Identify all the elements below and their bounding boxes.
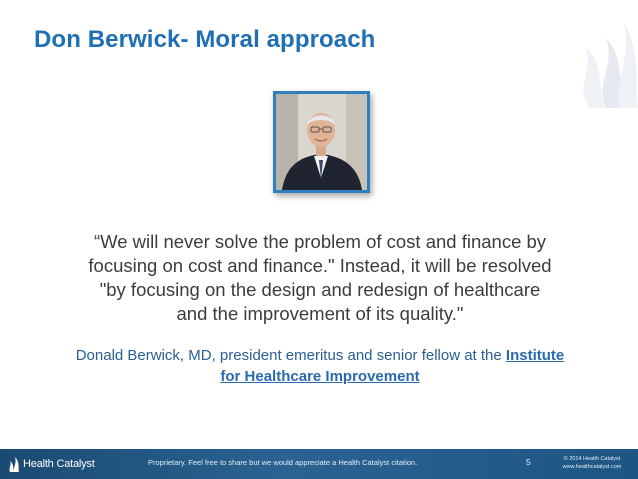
flame-logo-icon (8, 456, 20, 472)
website-text: www.healthcatalyst.com (562, 464, 622, 470)
quote-line-2: focusing on cost and finance." Instead, it will be resolved (88, 255, 552, 276)
quote-line-4: and the improvement of its quality." (176, 303, 464, 324)
footer-logo-text: Health Catalyst (23, 458, 95, 470)
quote-line-3: "by focusing on the design and redesign of healthcare (99, 279, 541, 300)
speaker-portrait (273, 91, 370, 193)
copyright-text: © 2014 Health Catalyst (563, 456, 621, 462)
attribution-line-1 (50, 345, 590, 366)
footer-bar (0, 449, 638, 479)
institute-link-part-2[interactable]: for Healthcare Improvement (220, 368, 420, 385)
page-number: 5 (526, 457, 531, 467)
attribution (50, 345, 590, 387)
attribution-line-2 (50, 366, 590, 387)
slide-title: Don Berwick- Moral approach (34, 26, 376, 53)
footer-notice: Proprietary. Feel free to share but we would appreciate a Health Catalyst citation. (148, 458, 418, 467)
footer-logo (8, 456, 95, 472)
institute-link-part-1[interactable]: Institute (505, 347, 565, 364)
portrait-photo (276, 94, 367, 190)
footer-copyright (552, 455, 632, 471)
quote-line-1: “We will never solve the problem of cost and finance by (93, 231, 547, 252)
attribution-text: Donald Berwick, MD, president emeritus and senior fellow at the (75, 347, 506, 364)
flame-watermark-icon (560, 8, 638, 118)
quote (40, 230, 600, 326)
